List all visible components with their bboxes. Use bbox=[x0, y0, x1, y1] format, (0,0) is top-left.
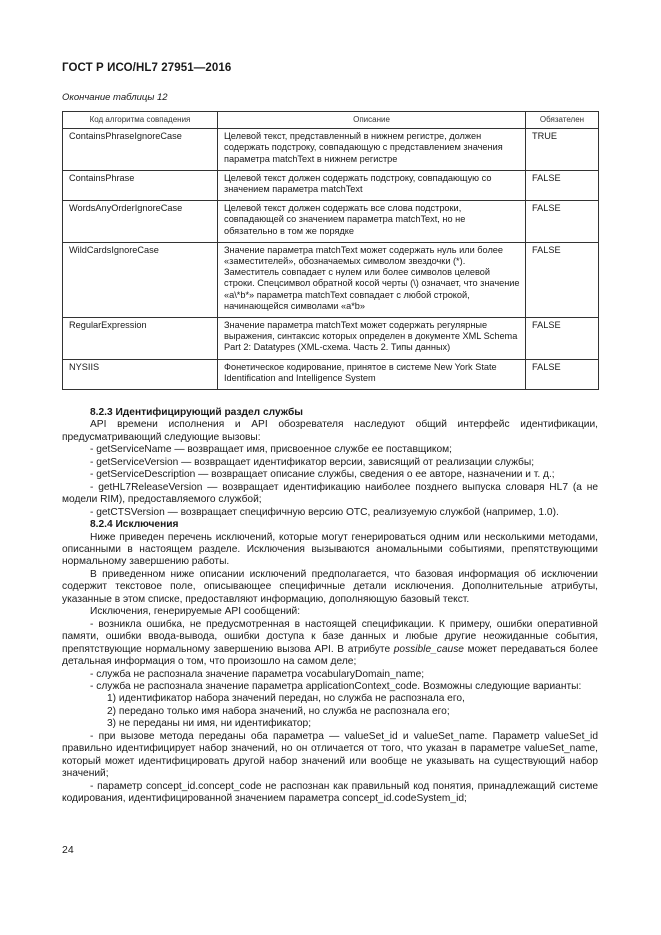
column-header-required: Обязателен bbox=[526, 112, 599, 129]
cell-required: FALSE bbox=[526, 242, 599, 317]
column-header-code: Код алгоритма совпадения bbox=[63, 112, 218, 129]
match-algorithm-table bbox=[62, 111, 599, 390]
document-header: ГОСТ Р ИСО/HL7 27951—2016 bbox=[62, 62, 232, 74]
table-row bbox=[63, 242, 599, 317]
cell-required: TRUE bbox=[526, 129, 599, 171]
cell-description: Целевой текст должен содержать подстроку, совпадающую со значением параметра matchText bbox=[218, 170, 526, 200]
cell-code: WildCardsIgnoreCase bbox=[63, 242, 218, 317]
list-item: - getHL7ReleaseVersion — возвращает идентификацию наиболее позднего выпуска словаря HL7 (а не модели RIM), предоставляемого службой; bbox=[62, 481, 598, 506]
list-item: - служба не распознала значение параметра vocabularyDomain_name; bbox=[90, 668, 425, 680]
cell-code: ContainsPhraseIgnoreCase bbox=[63, 129, 218, 171]
list-item: - getCTSVersion — возвращает специфичную версию ОТС, реализуемую службой (например, 1.0). bbox=[90, 506, 559, 518]
paragraph: API времени исполнения и API обозревателя наследуют общий интерфейс идентификации, предусматривающий следующие вызовы: bbox=[62, 419, 598, 443]
cell-description: Значение параметра matchText может содержать нуль или более «заместителей», обозначаемых символом звездочки (*). Заместитель совпадает с нулем или более символов целевой строки. Спецсимвол обратной косой черты (\) означает, что значение «a\*b*» параметра matchText совпадает с любой строкой, начинающейся символами «a*b» bbox=[218, 242, 526, 317]
cell-required: FALSE bbox=[526, 170, 599, 200]
table-row bbox=[63, 201, 599, 243]
list-item: - getServiceVersion — возвращает идентификатор версии, зависящий от реализации службы; bbox=[90, 456, 535, 468]
paragraph: Исключения, генерируемые API сообщений: bbox=[90, 606, 301, 618]
list-item: - getServiceDescription — возвращает описание службы, сведения о ее авторе, назначении и т. д.; bbox=[90, 469, 555, 481]
cell-code: RegularExpression bbox=[63, 318, 218, 360]
column-header-description: Описание bbox=[218, 112, 526, 129]
cell-description: Целевой текст должен содержать все слова подстроки, совпадающей со значением параметра matchText, но не обязательно в том же порядке bbox=[218, 201, 526, 243]
list-item: - getServiceName — возвращает имя, присвоенное службе ее поставщиком; bbox=[90, 444, 452, 456]
cell-code: WordsAnyOrderIgnoreCase bbox=[63, 201, 218, 243]
table-row bbox=[63, 359, 599, 389]
table-row bbox=[63, 129, 599, 171]
attribute-name: possible_cause bbox=[393, 643, 464, 655]
paragraph: В приведенном ниже описании исключений предполагается, что базовая информация об исключении содержит текстовое поле, описывающее специфичные детали исключения. Дополнительные атрибуты, указанные в этом списке, предоставляют информацию, дополняющую базовый текст. bbox=[62, 568, 598, 605]
paragraph: Ниже приведен перечень исключений, которые могут генерироваться одним или несколькими методами, описанными в настоящем разделе. Исключения вызываются аномальными событиями, препятствующими нормальному завершению работы. bbox=[62, 531, 598, 568]
cell-description: Целевой текст, представленный в нижнем регистре, должен содержать подстроку, совпадающую с представлением значения параметра matchText в нижнем регистре bbox=[218, 129, 526, 171]
list-item-text: - возникла ошибка, не предусмотренная в настоящей спецификации. К примеру, ошибки оперативной памяти, ошибки ввода-вывода, ошибки доступа к базе данных и любые другие неожиданные события, препятствующие нормальному завершению вызова API. В атрибуте bbox=[62, 618, 598, 655]
list-item bbox=[62, 619, 598, 669]
page-number: 24 bbox=[62, 844, 74, 856]
list-item: - служба не распознала значение параметра applicationContext_code. Возможны следующие варианты: bbox=[90, 680, 582, 692]
cell-code: NYSIIS bbox=[63, 359, 218, 389]
body-text bbox=[62, 407, 598, 806]
numbered-item: 3) не переданы ни имя, ни идентификатор; bbox=[107, 718, 312, 730]
cell-description: Фонетическое кодирование, принятое в системе New York State Identification and Intelligence System bbox=[218, 359, 526, 389]
table-header-row bbox=[63, 112, 599, 129]
cell-code: ContainsPhrase bbox=[63, 170, 218, 200]
cell-required: FALSE bbox=[526, 318, 599, 360]
table-row bbox=[63, 318, 599, 360]
table-caption: Окончание таблицы 12 bbox=[62, 92, 168, 103]
cell-required: FALSE bbox=[526, 201, 599, 243]
numbered-item: 1) идентификатор набора значений передан, но служба не распознала его, bbox=[107, 693, 465, 705]
list-item: - параметр concept_id.concept_code не распознан как правильный код понятия, принадлежащий системе кодирования, идентифицированной значением параметра concept_id.codeSystem_id; bbox=[62, 780, 598, 805]
list-item-text: может передаваться более детальная информация о том, что произошло на самом деле; bbox=[62, 643, 598, 668]
section-heading-8-2-3: 8.2.3 Идентифицирующий раздел службы bbox=[90, 407, 303, 418]
table-row bbox=[63, 170, 599, 200]
list-item: - при вызове метода переданы оба параметра — valueSet_id и valueSet_name. Параметр valueSet_id правильно идентифицирует набор значений, но он отличается от того, что указан в параметре valueSet_name, который может идентифицировать другой набор значений или вообще не указывать на существующий набор значений; bbox=[62, 730, 598, 780]
cell-description: Значение параметра matchText может содержать регулярные выражения, синтаксис которых определен в документе XML Schema Part 2: Datatypes (XML-схема. Часть 2. Типы данных) bbox=[218, 318, 526, 360]
section-heading-8-2-4: 8.2.4 Исключения bbox=[90, 519, 179, 531]
numbered-item: 2) передано только имя набора значений, но служба не распознала его; bbox=[107, 705, 450, 717]
cell-required: FALSE bbox=[526, 359, 599, 389]
